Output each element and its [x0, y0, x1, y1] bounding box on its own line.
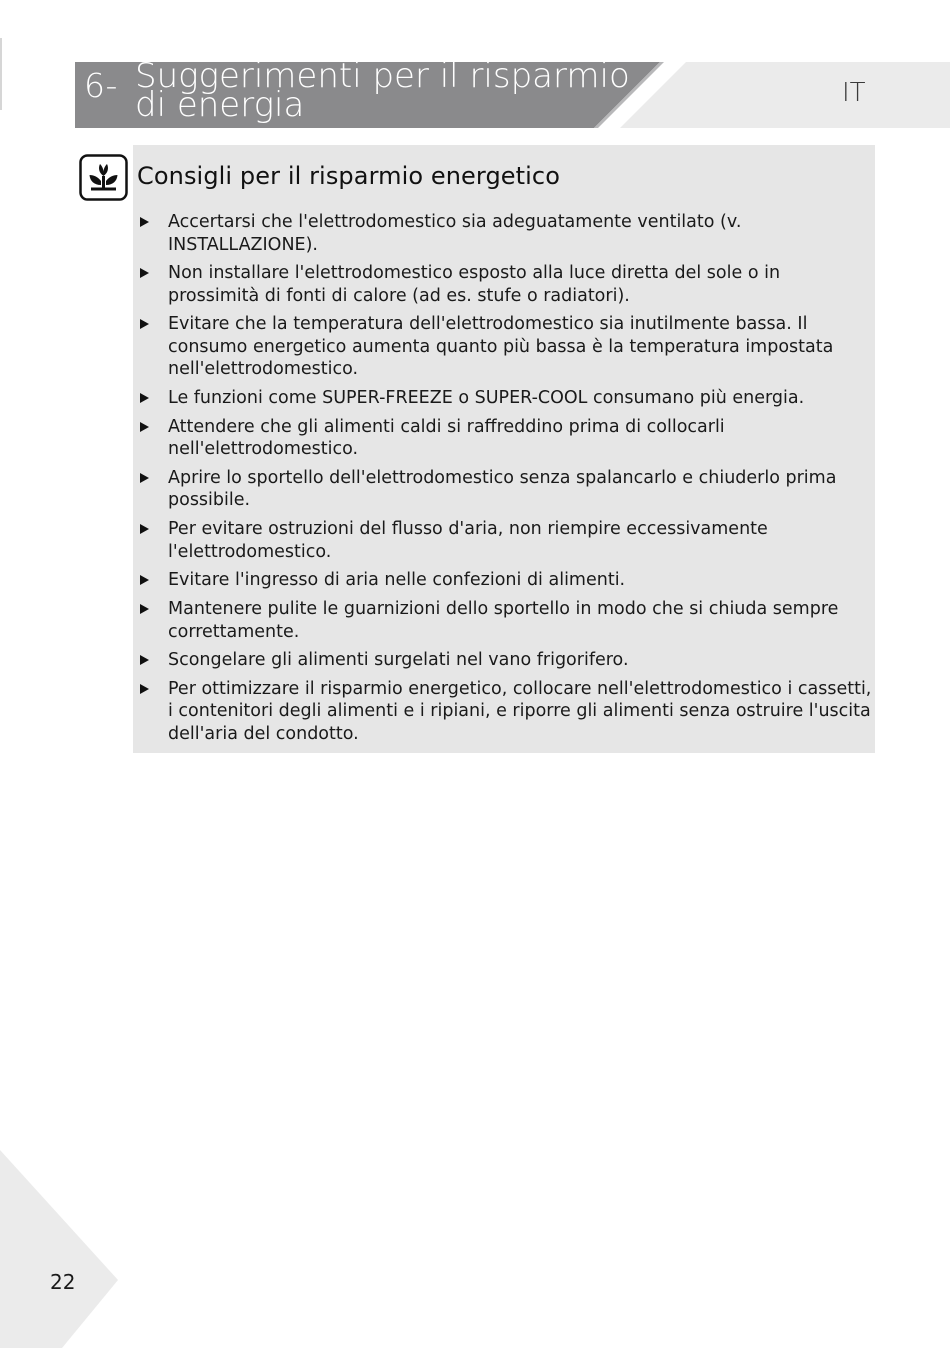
tip-text: Le funzioni come SUPER-FREEZE o SUPER-COOL consumano più energia.: [168, 388, 805, 409]
chapter-number: 6-: [84, 66, 118, 105]
chapter-title: Suggerimenti per il risparmio di energia: [135, 56, 630, 125]
tip-text: Evitare che la temperatura dell'elettrodomestico sia inutilmente bassa. Il consumo energetico aumenta quanto più bassa è la temperatura impostata nell'elettrodomestico.: [168, 314, 834, 380]
tip-text: Accertarsi che l'elettrodomestico sia adeguatamente ventilato (v. INSTALLAZIONE).: [168, 212, 742, 255]
list-item: [137, 416, 872, 461]
tip-text: Attendere che gli alimenti caldi si raffreddino prima di collocarli nell'elettrodomestico.: [168, 416, 725, 460]
list-item: [137, 678, 872, 746]
list-item: [137, 387, 872, 410]
triangle-bullet-icon: [140, 655, 149, 665]
triangle-bullet-icon: [140, 319, 149, 329]
list-item: [137, 598, 872, 643]
triangle-bullet-icon: [140, 393, 149, 403]
eco-leaf-icon: [79, 154, 128, 201]
triangle-bullet-icon: [140, 684, 149, 694]
tip-text: Per ottimizzare il risparmio energetico, collocare nell'elettrodomestico i cassetti, i contenitori degli alimenti e i ripiani, e riporre gli alimenti senza ostruire l'uscita dell'aria del condotto.: [168, 678, 872, 744]
triangle-bullet-icon: [140, 268, 149, 278]
tip-text: Per evitare ostruzioni del flusso d'aria, non riempire eccessivamente l'elettrodomestico.: [168, 519, 768, 562]
list-item: [137, 211, 872, 256]
page-number: 22: [50, 1270, 76, 1294]
tip-text: Non installare l'elettrodomestico esposto alla luce diretta del sole o in prossimità di fonti di calore (ad es. stufe o radiatori).: [168, 263, 781, 306]
triangle-bullet-icon: [140, 217, 149, 227]
list-item: [137, 313, 872, 381]
language-tab-shape: [620, 62, 950, 128]
language-code: IT: [842, 78, 866, 108]
list-item: [137, 569, 872, 592]
list-item: [137, 467, 872, 512]
left-margin-line: [0, 38, 2, 110]
triangle-bullet-icon: [140, 604, 149, 614]
triangle-bullet-icon: [140, 473, 149, 483]
list-item: [137, 518, 872, 563]
tip-text: Mantenere pulite le guarnizioni dello sportello in modo che si chiuda sempre correttamente.: [168, 599, 839, 642]
tip-text: Scongelare gli alimenti surgelati nel vano frigorifero.: [168, 650, 629, 671]
list-item: [137, 649, 872, 672]
triangle-bullet-icon: [140, 524, 149, 534]
section-title: Consigli per il risparmio energetico: [137, 162, 561, 190]
list-item: [137, 262, 872, 307]
page-corner-decoration: [0, 1150, 130, 1348]
tip-text: Evitare l'ingresso di aria nelle confezioni di alimenti.: [168, 570, 626, 591]
triangle-bullet-icon: [140, 422, 149, 432]
tips-list: [137, 211, 872, 752]
triangle-bullet-icon: [140, 575, 149, 585]
tip-text: Aprire lo sportello dell'elettrodomestico senza spalancarlo e chiuderlo prima possibile.: [168, 467, 837, 511]
